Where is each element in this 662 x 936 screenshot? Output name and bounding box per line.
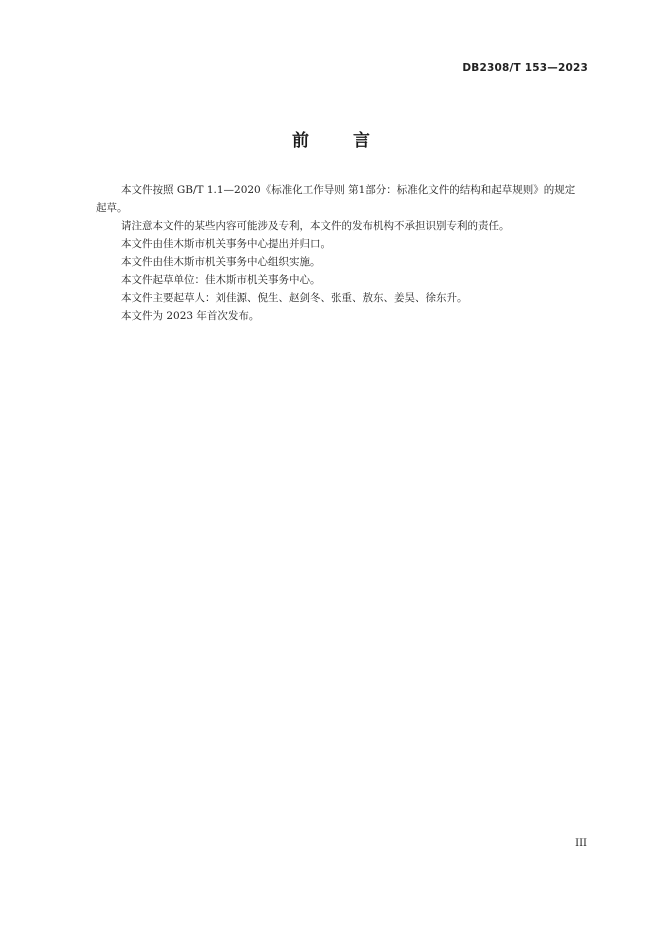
page-number: III: [575, 838, 587, 849]
paragraph-drafters: 本文件主要起草人：刘佳源、倪生、赵剑冬、张重、敖东、姜昊、徐东升。: [121, 292, 468, 304]
paragraph-first-release: 本文件为 2023 年首次发布。: [121, 310, 260, 322]
paragraph-drafting-unit: 本文件起草单位：佳木斯市机关事务中心。: [121, 274, 321, 286]
foreword-body: [96, 181, 576, 325]
paragraph-drafting-basis: 本文件按照 GB/T 1.1—2020《标准化工作导则 第1部分：标准化文件的结构和起草规则》的规定起草。: [96, 184, 576, 214]
paragraph-implementer: 本文件由佳木斯市机关事务中心组织实施。: [121, 256, 321, 268]
page-title: 前言: [292, 131, 414, 151]
document-code: DB2308/T 153—2023: [462, 62, 588, 74]
paragraph-patent-notice: 请注意本文件的某些内容可能涉及专利，本文件的发布机构不承担识别专利的责任。: [121, 220, 510, 232]
paragraph-proposer: 本文件由佳木斯市机关事务中心提出并归口。: [121, 238, 331, 250]
